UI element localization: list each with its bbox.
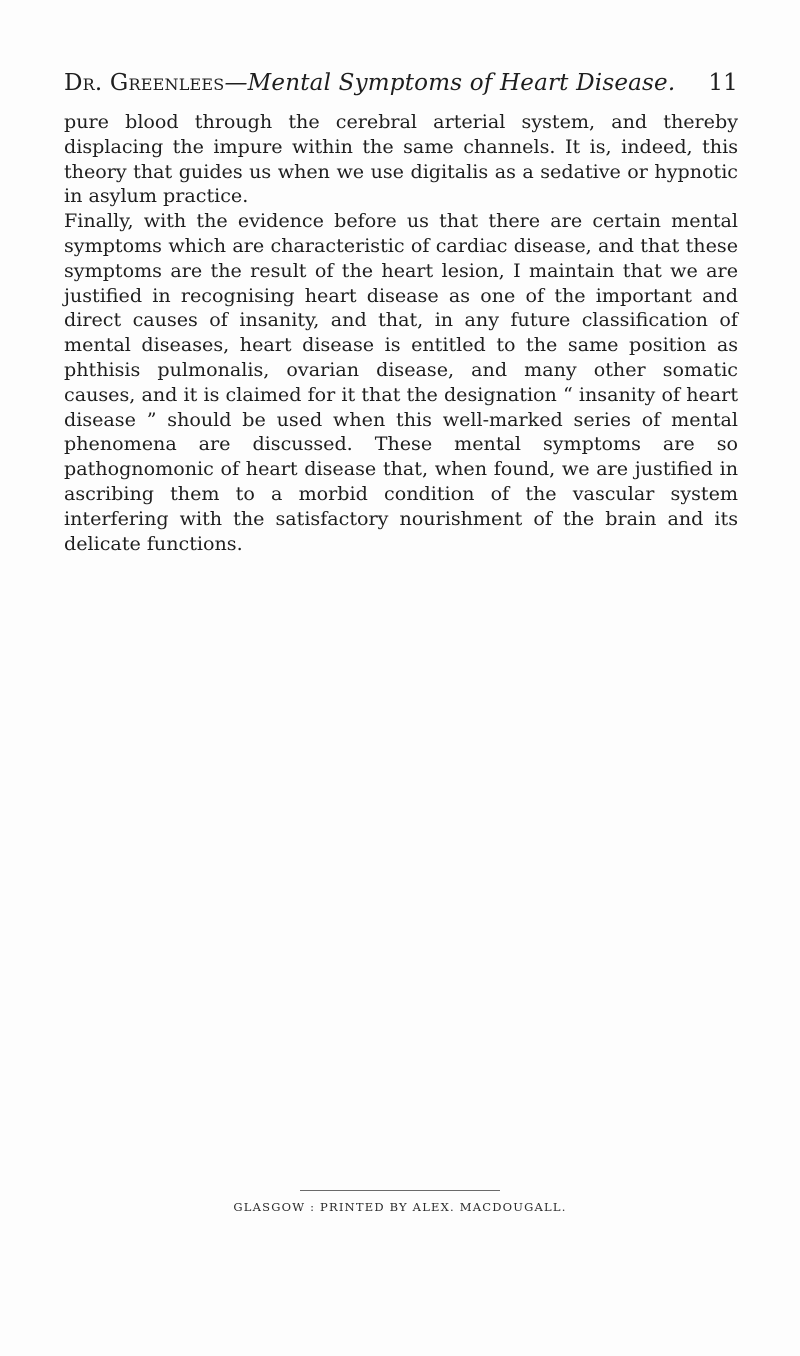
article-title: —Mental Symptoms of Heart Disease. bbox=[224, 70, 676, 96]
running-head bbox=[64, 70, 738, 96]
paragraph-continued: pure blood through the cerebral arterial system, and thereby displacing the impure within the same channels. It is, indeed, this theory that guides us when we use digitalis as a sedative or hypnotic in asylum practice. bbox=[64, 110, 738, 208]
imprint-divider bbox=[300, 1190, 500, 1191]
running-head-text bbox=[64, 70, 675, 96]
page-number: 11 bbox=[708, 70, 738, 96]
author-name: Dr. Greenlees bbox=[64, 70, 225, 96]
body-text bbox=[64, 110, 738, 556]
paragraph-conclusion: Finally, with the evidence before us that there are certain mental symptoms which are characteristic of cardiac disease, and that these symptoms are the result of the heart lesion, I maintain that we are justified in recognising heart disease as one of the important and direct causes of insanity, and that, in any future classification of mental diseases, heart disease is entitled to the same position as phthisis pulmonalis, ovarian disease, and many other somatic causes, and it is claimed for it that the designation “ insanity of heart disease ” should be used when this well-marked series of mental phenomena are discussed. These mental symptoms are so pathognomonic of heart disease that, when found, we are justified in ascribing them to a morbid condition of the vascular system interfering with the satisfactory nourishment of the brain and its delicate functions. bbox=[64, 209, 738, 555]
printer-imprint: GLASGOW : PRINTED BY ALEX. MACDOUGALL. bbox=[233, 1200, 567, 1214]
